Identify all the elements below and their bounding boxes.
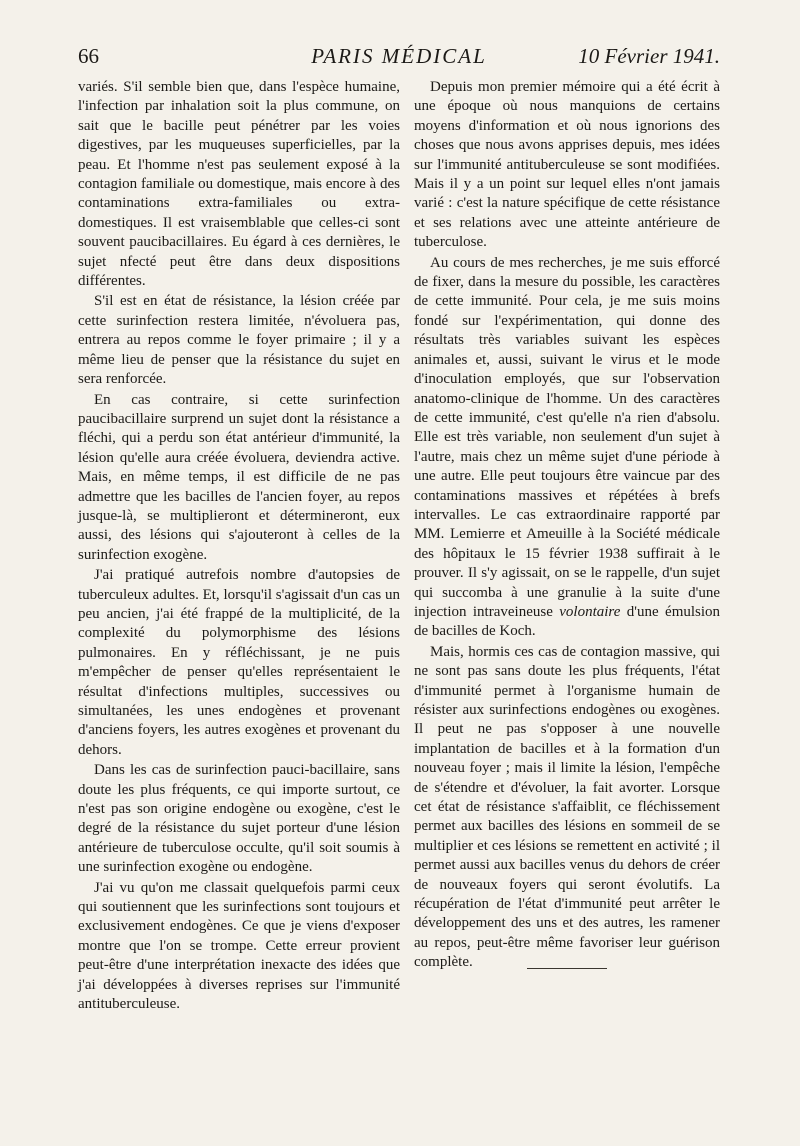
paragraph: variés. S'il semble bien que, dans l'espèce humaine, l'infection par inhalation soit la plus commune, on sait que le bacille peut pénétrer par les voies digestives, par les muqueuses superficielles, par la peau. Et l'homme n'est pas seulement exposé à la contagion familiale ou domestique, mais encore à des contaminations extra-familiales ou extra-domestiques. Il est vraisemblable que celles-ci sont souvent paucibacillaires. Eu égard à ces dernières, le sujet nfecté peut être dans deux dispositions différentes.: [78, 79, 400, 290]
issue-date: 10 Février 1941.: [578, 44, 720, 68]
paragraph: J'ai vu qu'on me classait quelquefois parmi ceux qui soutiennent que les surinfections sont toujours et exclusivement endogènes. Ce que je viens d'exposer montre que l'on se trompe. Cette erreur provient peut-être d'une interprétation inexacte des idées que j'ai développées à diverses reprises sur l'immunité antituberculeuse.: [78, 879, 400, 1013]
paragraph: J'ai pratiqué autrefois nombre d'autopsies de tuberculeux adultes. Et, lorsqu'il s'agissait d'un cas un peu ancien, j'ai été frappé de la multiplicité, de la complexité du polymorphisme des lésions pulmonaires. En y réfléchissant, je ne puis m'empêcher de penser qu'elles représentaient le résultat d'infections multiples, successives ou simultanées, les unes endogènes et provenant d'anciens foyers, les autres exogènes et provenant du dehors.: [78, 567, 400, 758]
paragraph-text: d'une émulsion de bacilles de Koch.: [414, 603, 721, 640]
paragraph: Depuis mon premier mémoire qui a été écrit à une époque où nous manquions de certains moyens d'information et où nous ignorions des choses que nous avons apprises depuis, mes idées sur l'immunité antituberculeuse se sont modifiées. Mais il y a un point sur lequel elles n'ont jamais varié : c'est la nature spécifique de cette résistance et ses relations avec une atteinte antérieure de tuberculose.: [414, 79, 720, 251]
page-number: 66: [78, 44, 99, 68]
paragraph: Dans les cas de surinfection pauci-bacillaire, sans doute les plus fréquents, ce qui importe surtout, ce n'est pas son origine endogène ou exogène, c'est le degré de la résistance du sujet porteur d'une lésion antérieure de tuberculose occulte, qu'il soit soumis à une surinfection exogène ou endogène.: [78, 762, 400, 876]
italic-word: volontaire: [559, 603, 621, 620]
left-column: [78, 78, 400, 1015]
paragraph: En cas contraire, si cette surinfection paucibacillaire surprend un sujet dont la résistance a fléchi, qui a perdu son état antérieur d'immunité, la lésion qu'elle aura créée évoluera, deviendra active. Mais, en même temps, il est difficile de ne pas admettre que les bacilles de l'ancien foyer, au repos jusque-là, se multiplieront et détermineront, eux aussi, des lésions qui s'ajouteront à celles de la surinfection exogène.: [78, 391, 400, 563]
paragraph: S'il est en état de résistance, la lésion créée par cette surinfection restera limitée, n'évoluera pas, entrera au repos comme le foyer primaire ; il y a même lieu de penser que la résistance du sujet en sera renforcée.: [78, 293, 400, 388]
journal-title: PARIS MÉDICAL: [311, 44, 487, 68]
paragraph: Mais, hormis ces cas de contagion massive, qui ne sont pas sans doute les plus fréquents, l'état d'immunité permet à l'organisme humain de résister aux surinfections endogènes ou exogènes. Il peut ne pas s'opposer à une nouvelle implantation de bacilles et à la formation d'un nouveau foyer ; mais il limite la lésion, l'empêche de s'étendre et d'évoluer, la fait avorter. Lorsque cet état de résistance s'affaiblit, ce fléchissement permet aux bacilles des lésions en sommeil de se multiplier et ces lésions se remettent en activité ; il permet aussi aux bacilles venus du dehors de créer de nouveaux foyers qui seront évolutifs. La récupération de l'état d'immunité peut arrêter le développement des uns et des autres, les ramener au repos, peut-être même favoriser leur guérison complète.: [414, 643, 720, 971]
page-header: [78, 44, 720, 72]
paragraph: [414, 254, 720, 642]
section-divider: [527, 968, 607, 969]
paragraph-text: Au cours de mes recherches, je me suis efforcé de fixer, dans la mesure du possible, les caractères de cette immunité. Pour cela, je me suis moins fondé sur l'expérimentation, qui donne des résultats très variables suivant les espèces animales et, aussi, suivant le virus et le mode d'inoculation employés, que sur l'observation anatomo-clinique de l'homme. Un des caractères de cette immunité, c'est qu'elle n'a rien d'absolu. Elle est très variable, non seulement d'un sujet à l'autre, mais chez un même sujet d'une période à une autre. Elle peut toujours être vaincue par des contaminations massives et répétées à brefs intervalles. Le cas extraordinaire rapporté par MM. Lemierre et Ameuille à la Société médicale des hôpitaux le 15 février 1938 suffirait à le prouver. Il s'y agissait, on se le rappelle, d'un sujet qui succomba à une granulie à la suite d'une injection intraveineuse: [414, 254, 720, 620]
right-column: [414, 78, 720, 973]
